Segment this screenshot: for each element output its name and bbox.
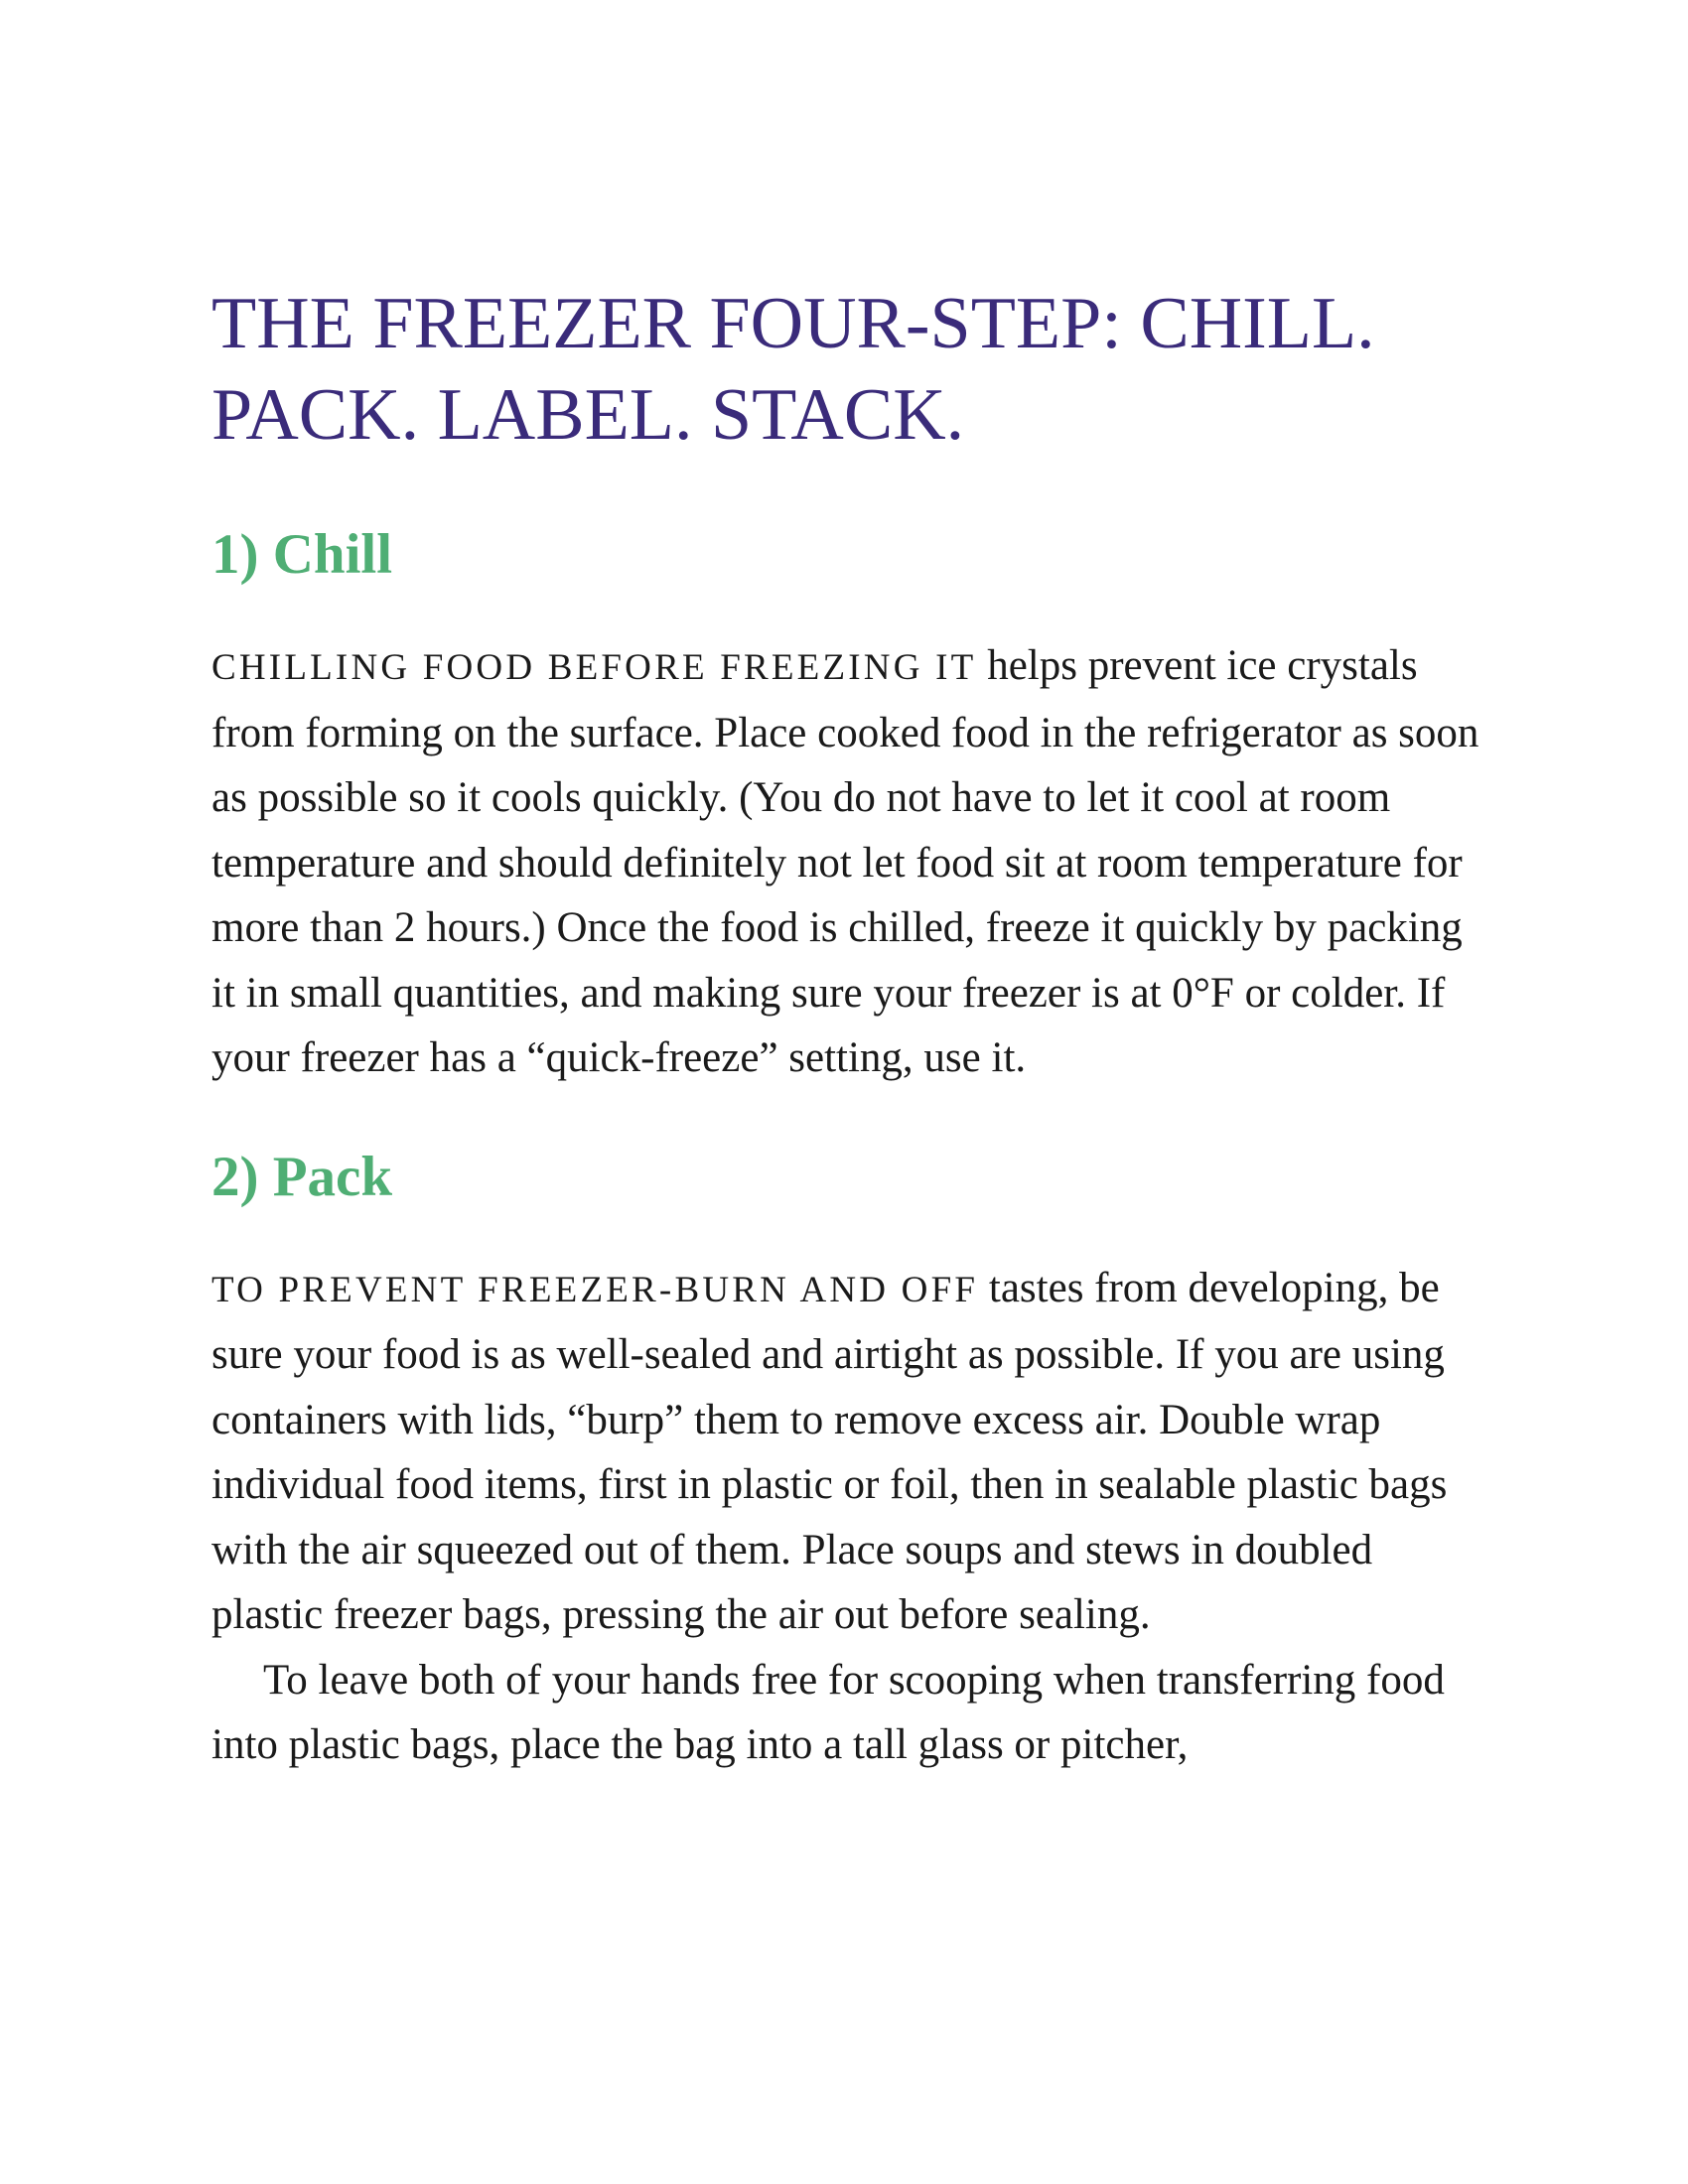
chill-paragraph [211, 633, 1492, 1091]
pack-body-text: tastes from developing, be sure your food is as well-sealed and airtight as possible. If you are using containers with lids, “burp” them to remove excess air. Double wrap individual food items, first in plastic or foil, then in sealable plastic bags with the air squeezed out of them. Place soups and stews in doubled plastic freezer bags, pressing the air out before sealing. [211, 1264, 1448, 1638]
chill-body-text: helps prevent ice crystals from forming on the surface. Place cooked food in the refrigerator as soon as possible so it cools quickly. (You do not have to let it cool at room temperature and should definitely not let food sit at room temperature for more than 2 hours.) Once the food is chilled, freeze it quickly by packing it in small quantities, and making sure your freezer is at 0°F or colder. If your freezer has a “quick-freeze” setting, use it. [211, 642, 1479, 1081]
section-heading-chill: 1) Chill [211, 523, 393, 586]
pack-paragraph-continued: To leave both of your hands free for scooping when transferring food into plastic bags, place the bag into a tall glass or pitcher, [211, 1656, 1445, 1768]
section-heading-pack: 2) Pack [211, 1145, 393, 1208]
page-title: THE FREEZER FOUR-STEP: CHILL. PACK. LABEL. STACK. [211, 283, 1375, 456]
document-page [211, 278, 1492, 1778]
chill-lead-in: CHILLING FOOD BEFORE FREEZING IT [211, 647, 977, 688]
pack-lead-in: TO PREVENT FREEZER-BURN AND OFF [211, 1269, 979, 1310]
pack-paragraph [211, 1256, 1492, 1648]
